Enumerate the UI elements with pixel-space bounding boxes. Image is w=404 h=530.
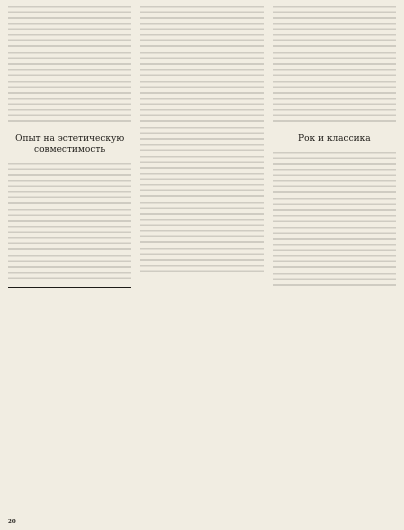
paragraph — [8, 6, 131, 51]
paragraph — [273, 6, 396, 51]
page-number: 20 — [8, 519, 16, 525]
paragraph — [273, 198, 396, 226]
section-heading: Опыт на эстетическую совместимость — [15, 134, 125, 155]
text-columns — [8, 6, 396, 509]
paragraph — [8, 255, 131, 283]
section-heading: Рок и классика — [298, 134, 371, 144]
paragraph — [140, 81, 263, 126]
paragraph — [273, 152, 396, 197]
paragraph — [273, 273, 396, 290]
paragraph — [273, 81, 396, 126]
paragraph — [8, 81, 131, 126]
paragraph — [273, 52, 396, 80]
paragraph — [140, 248, 263, 276]
paragraph — [8, 52, 131, 80]
column-3 — [273, 6, 396, 509]
paragraph — [140, 202, 263, 247]
column-2 — [140, 6, 263, 509]
paragraph — [140, 52, 263, 80]
paragraph — [8, 163, 131, 208]
footnotes — [8, 287, 131, 290]
paragraph — [140, 156, 263, 201]
paragraph — [140, 127, 263, 155]
paragraph — [8, 209, 131, 254]
paragraph — [140, 6, 263, 51]
paragraph — [273, 227, 396, 272]
column-1 — [8, 6, 131, 509]
